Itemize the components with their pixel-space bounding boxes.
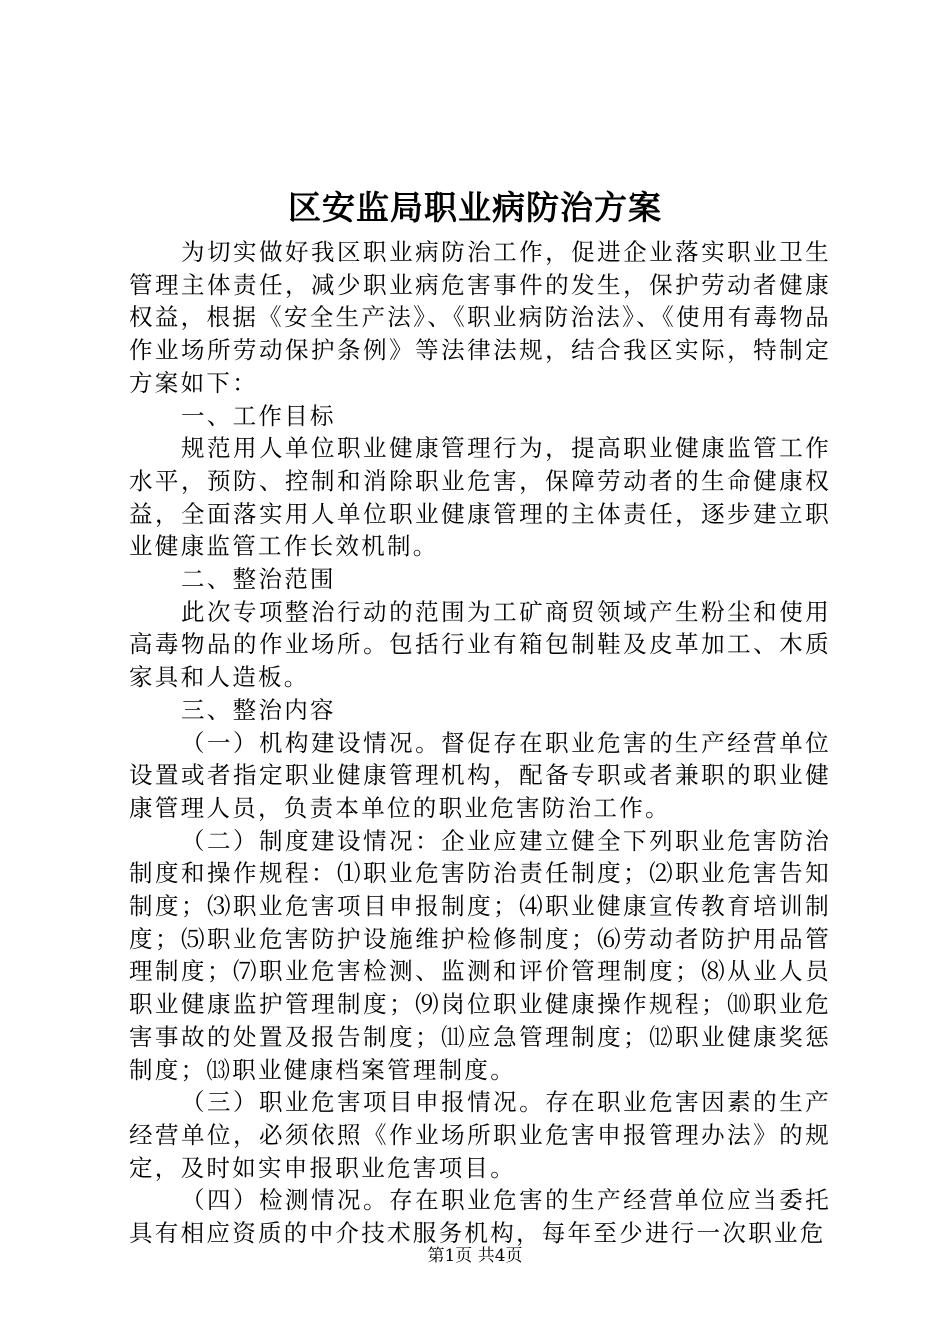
content-item-1: （一）机构建设情况。督促存在职业危害的生产经营单位设置或者指定职业健康管理机构，配备专职或者兼职的职业健康管理人员，负责本单位的职业危害防治工作。 xyxy=(129,728,831,822)
content-item-4: （四）检测情况。存在职业危害的生产经营单位应当委托具有相应资质的中介技术服务机构，每年至少进行一次职业危 xyxy=(129,1186,831,1248)
document-title: 区安监局职业病防治方案 xyxy=(288,188,662,227)
content-item-2: （二）制度建设情况：企业应建立健全下列职业危害防治制度和操作规程：⑴职业危害防治责任制度；⑵职业危害告知制度；⑶职业危害项目申报制度；⑷职业健康宣传教育培训制度；⑸职业危害防护设施维护检修制度；⑹劳动者防护用品管理制度；⑺职业危害检测、监测和评价管理制度；⑻从业人员职业健康监护管理制度；⑼岗位职业健康操作规程；⑽职业危害事故的处置及报告制度；⑾应急管理制度；⑿职业健康奖惩制度；⒀职业健康档案管理制度。 xyxy=(129,826,831,1084)
document-body xyxy=(129,236,831,1250)
page-footer: 第1页 共4页 xyxy=(427,1246,523,1266)
content-item-3: （三）职业危害项目申报情况。存在职业危害因素的生产经营单位，必须依照《作业场所职业危害申报管理办法》的规定，及时如实申报职业危害项目。 xyxy=(129,1088,831,1182)
section-heading-content: 三、整治内容 xyxy=(181,695,336,724)
scope-paragraph: 此次专项整治行动的范围为工矿商贸领域产生粉尘和使用高毒物品的作业场所。包括行业有箱包制鞋及皮革加工、木质家具和人造板。 xyxy=(129,597,831,692)
section-heading-scope: 二、整治范围 xyxy=(181,565,336,594)
section-heading-goals: 一、工作目标 xyxy=(181,401,336,430)
intro-paragraph: 为切实做好我区职业病防治工作，促进企业落实职业卫生管理主体责任，减少职业病危害事件的发生，保护劳动者健康权益，根据《安全生产法》、《职业病防治法》、《使用有毒物品作业场所劳动保护条例》等法律法规，结合我区实际，特制定方案如下： xyxy=(129,238,831,397)
goals-paragraph: 规范用人单位职业健康管理行为，提高职业健康监管工作水平，预防、控制和消除职业危害，保障劳动者的生命健康权益，全面落实用人单位职业健康管理的主体责任，逐步建立职业健康监管工作长效机制。 xyxy=(129,434,831,561)
